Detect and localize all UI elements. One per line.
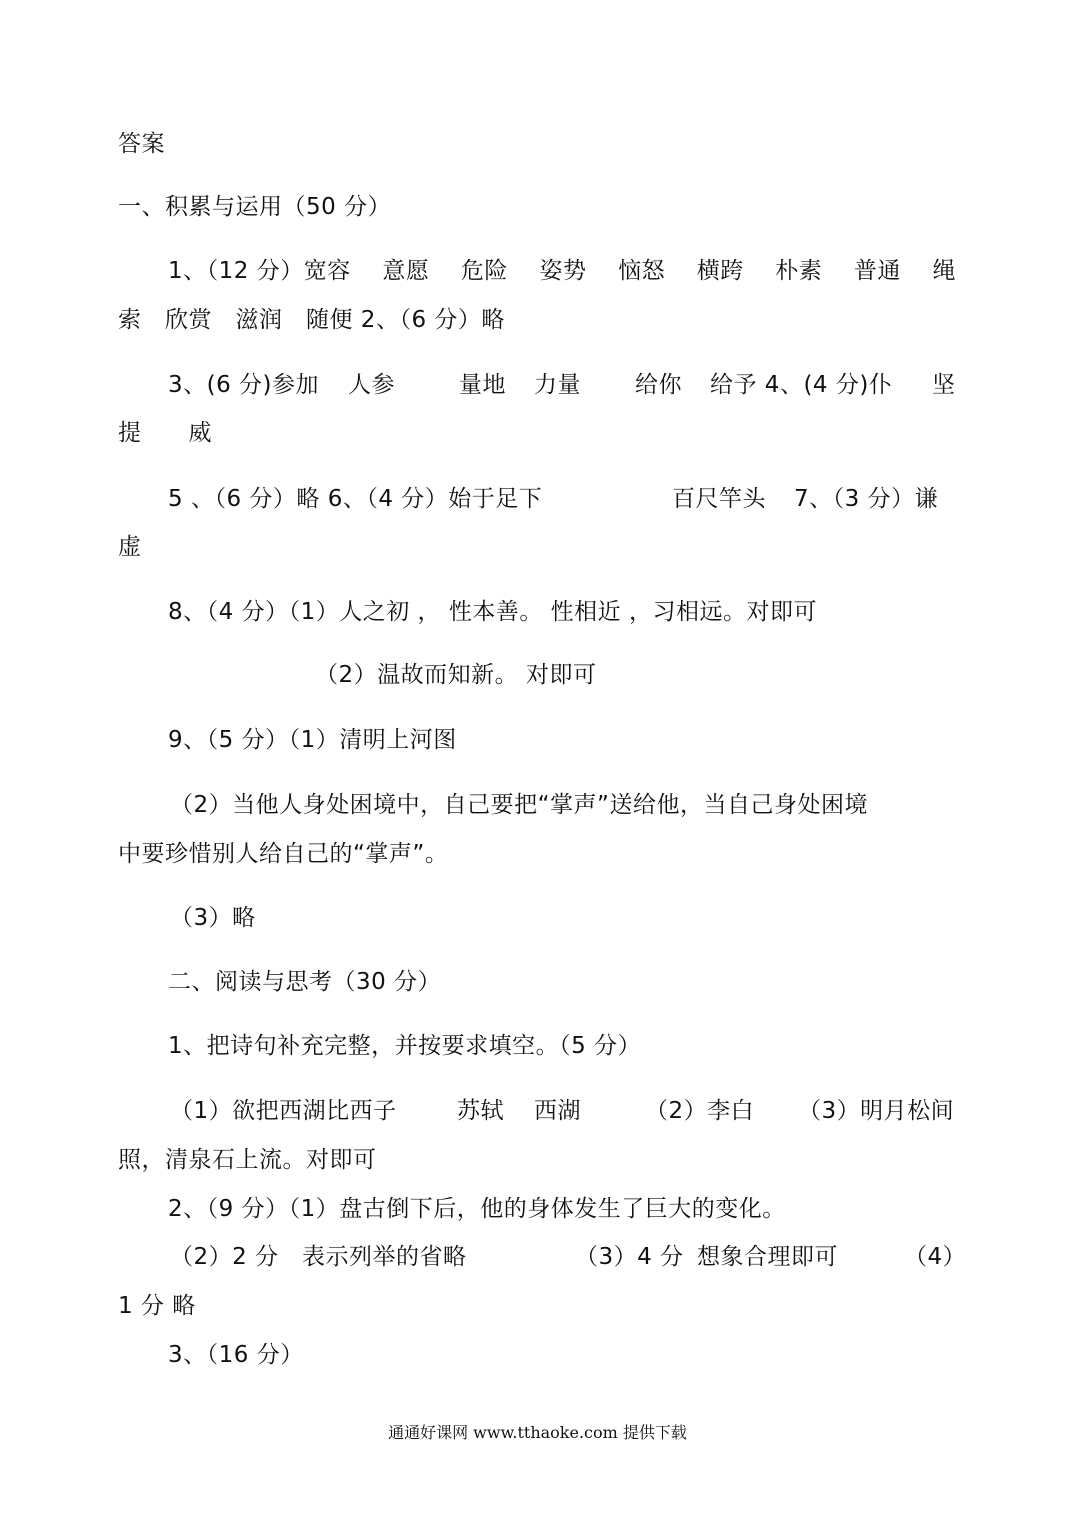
s2-q2-part: 表示列举的省略 [302, 1244, 467, 1270]
q3-part: 人参 [348, 372, 395, 398]
q1-word: 意愿 [382, 258, 430, 284]
s2-q2-part: 想象合理即可 [697, 1244, 838, 1270]
q3-line2: 提 威 [118, 420, 212, 446]
s2-q2-line1: 2、（9 分）（1）盘古倒下后，他的身体发生了巨大的变化。 [168, 1196, 786, 1222]
q8-line2: （2）温故而知新。 对即可 [315, 662, 597, 688]
q9-line1: 9、（5 分）（1）清明上河图 [168, 727, 457, 753]
s2-q1-line1: 1、把诗句补充完整，并按要求填空。（5 分） [168, 1033, 642, 1059]
q1-word: 普通 [853, 258, 901, 284]
s2-q1-part: 苏轼 [457, 1098, 504, 1124]
q9-sub3: （3）略 [170, 905, 256, 931]
s2-q2-part: （3）4 分 [575, 1244, 684, 1270]
s2-q2-part: （2）2 分 [170, 1244, 279, 1270]
q1-word: 姿势 [539, 258, 587, 284]
q3-part: 给你 [635, 372, 682, 398]
s2-q1-part: （1）欲把西湖比西子 [170, 1098, 397, 1124]
section2-heading: 二、阅读与思考（30 分） [168, 969, 442, 995]
s2-q2-part: （4） [904, 1244, 967, 1270]
s2-q2-line3: 1 分 略 [118, 1293, 196, 1319]
section1-heading: 一、积累与运用（50 分） [118, 194, 392, 220]
q3-part: 给予 4、(4 分)仆 [710, 372, 893, 398]
answer-title: 答案 [118, 131, 165, 157]
q3-part: 力量 [534, 372, 581, 398]
s2-q1-part: （3）明月松间 [798, 1098, 955, 1124]
q3-part: 量地 [459, 372, 506, 398]
q1-word: 绳 [932, 258, 956, 284]
q5-part: 百尺竿头 [672, 486, 766, 512]
q9-sub2-line2: 中要珍惜别人给自己的“掌声”。 [118, 841, 449, 867]
q1-word: 横跨 [696, 258, 744, 284]
q3-part: 3、(6 分)参加 [168, 372, 320, 398]
s2-q1-part: 西湖 [534, 1098, 581, 1124]
q1-line1 [168, 256, 956, 286]
q5-part: 5 、（6 分）略 6、（4 分）始于足下 [168, 486, 543, 512]
s2-q1-part: （2）李白 [645, 1098, 755, 1124]
footer-credit: 通通好课网 www.tthaoke.com 提供下载 [388, 1423, 687, 1442]
q1-line2: 索 欣赏 滋润 随便 2、（6 分）略 [118, 307, 505, 333]
q5-line2: 虚 [118, 534, 142, 560]
q1-label-word: 1、（12 分）宽容 [168, 258, 351, 284]
q9-sub2-line1: （2）当他人身处困境中，自己要把“掌声”送给他，当自己身处困境 [170, 792, 868, 818]
s2-q3-line1: 3、（16 分） [168, 1342, 304, 1368]
q1-word: 恼怒 [618, 258, 666, 284]
q3-part: 坚 [932, 372, 956, 398]
q1-word: 朴素 [775, 258, 823, 284]
q5-part: 7、（3 分）谦 [794, 486, 939, 512]
s2-q1-line3: 照，清泉石上流。对即可 [118, 1147, 377, 1173]
q1-word: 危险 [460, 258, 508, 284]
q8-line1: 8、（4 分）（1）人之初 ， 性本善。 性相近 ，习相远。对即可 [168, 599, 817, 625]
